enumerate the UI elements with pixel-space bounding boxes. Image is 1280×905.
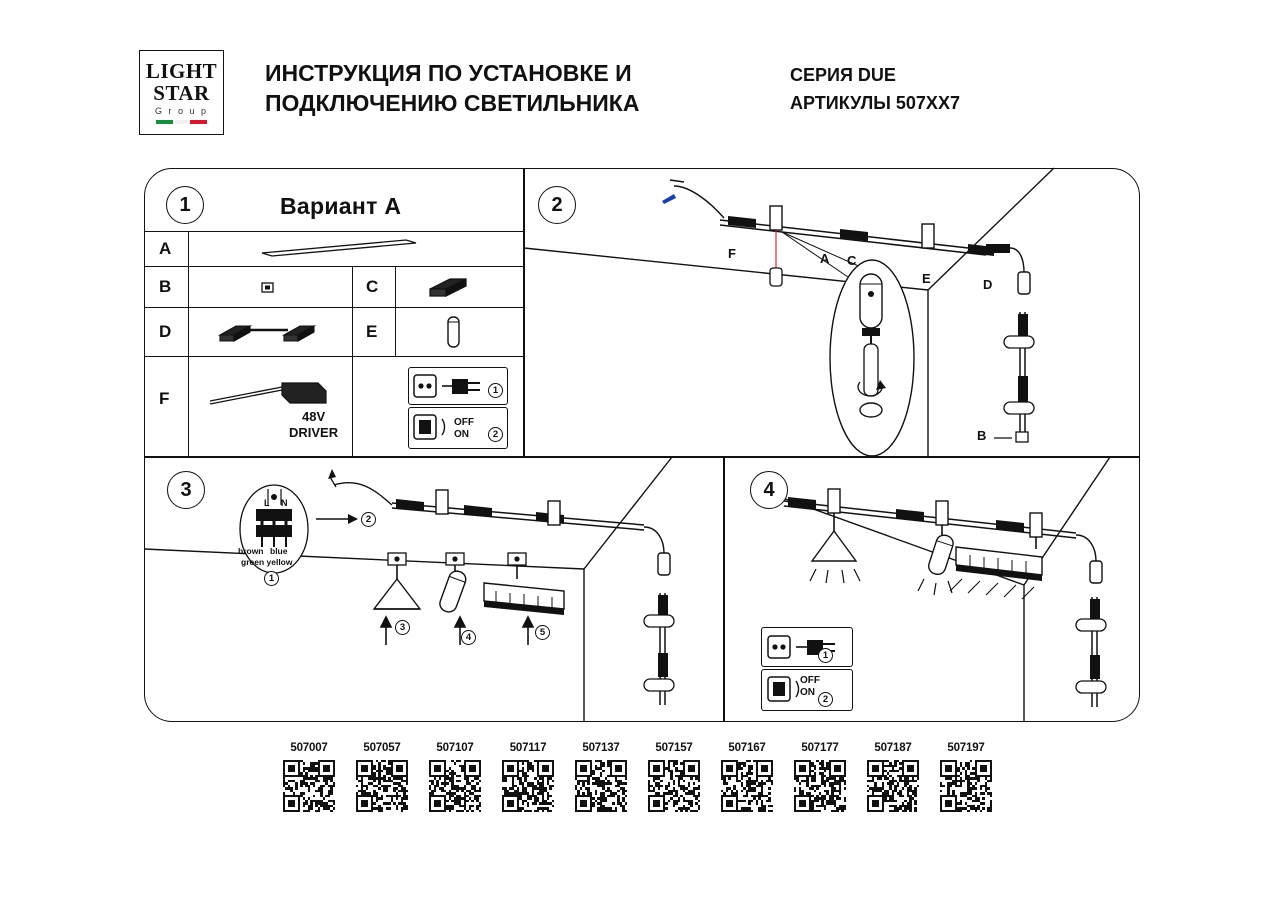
qr-code-row — [277, 742, 1007, 857]
articles-label: АРТИКУЛЫ 507ХХ7 — [790, 92, 960, 113]
badge-step3-3: 3 — [395, 620, 410, 635]
badge-step4-2: 2 — [818, 692, 833, 707]
qr-article-number: 507137 — [582, 742, 620, 754]
badge-step3-5: 5 — [535, 625, 550, 640]
part-icon-connector-b — [254, 277, 294, 299]
wire-greenyellow-label: green yellow — [241, 557, 293, 567]
badge-step3-4: 4 — [461, 630, 476, 645]
logo-line-2: STAR — [153, 81, 210, 105]
part-key-C: C — [366, 277, 379, 296]
part-key-F: F — [159, 389, 170, 408]
part-icon-coupler-d — [210, 317, 340, 347]
callout-F: F — [728, 246, 736, 261]
wire-blue-label: blue — [270, 546, 288, 556]
qr-code-image — [283, 760, 335, 812]
part-key-E: E — [366, 322, 378, 341]
qr-item — [350, 742, 414, 812]
qr-article-number: 507057 — [363, 742, 401, 754]
part-key-B: B — [159, 277, 172, 296]
qr-item — [642, 742, 706, 812]
qr-item — [934, 742, 998, 812]
parts-table — [144, 231, 524, 457]
step-badge-2: 2 — [538, 186, 576, 224]
step-badge-3: 3 — [167, 471, 205, 509]
terminal-l-label: L — [264, 498, 270, 508]
qr-item — [496, 742, 560, 812]
qr-code-image — [867, 760, 919, 812]
terminal-n-label: N — [281, 498, 288, 508]
part-icon-driver-f — [206, 373, 356, 415]
variant-title: Вариант A — [280, 193, 402, 219]
italy-flag-icon — [156, 120, 208, 124]
part-icon-track-rail — [254, 237, 424, 259]
step3-diagram — [144, 457, 724, 722]
badge-step3-2: 2 — [361, 512, 376, 527]
brand-logo — [139, 50, 224, 135]
badge-step4-1: 1 — [818, 648, 833, 663]
step-badge-1: 1 — [166, 186, 204, 224]
callout-D: D — [983, 277, 993, 292]
step2-diagram — [524, 168, 1140, 457]
qr-code-image — [794, 760, 846, 812]
badge-socket-1: 1 — [488, 383, 503, 398]
step4-switch-off-label: OFF — [800, 675, 820, 686]
series-label: СЕРИЯ DUE — [790, 65, 896, 85]
part-icon-spot-e — [434, 311, 476, 353]
qr-article-number: 507117 — [509, 742, 547, 754]
qr-article-number: 507167 — [728, 742, 766, 754]
callout-E: E — [922, 271, 931, 286]
qr-code-image — [356, 760, 408, 812]
part-icon-end-cap-c — [424, 273, 474, 299]
driver-label-name: DRIVER — [289, 425, 339, 440]
switch-off-label: OFF — [454, 417, 474, 428]
qr-item — [788, 742, 852, 812]
wire-brown-label: brown — [238, 546, 264, 556]
qr-item — [715, 742, 779, 812]
qr-article-number: 507197 — [947, 742, 985, 754]
badge-step3-1: 1 — [264, 571, 279, 586]
qr-item — [423, 742, 487, 812]
qr-article-number: 507107 — [436, 742, 474, 754]
callout-A: A — [820, 251, 830, 266]
badge-switch-2: 2 — [488, 427, 503, 442]
part-key-D: D — [159, 322, 172, 341]
step4-switch-on-label: ON — [800, 687, 815, 698]
qr-article-number: 507177 — [801, 742, 839, 754]
callout-C: C — [847, 253, 857, 268]
qr-code-image — [721, 760, 773, 812]
step-badge-4: 4 — [750, 471, 788, 509]
logo-line-1: LIGHT — [145, 59, 218, 83]
series-title — [790, 62, 1110, 118]
qr-article-number: 507007 — [290, 742, 328, 754]
qr-code-image — [940, 760, 992, 812]
qr-code-image — [575, 760, 627, 812]
qr-item — [861, 742, 925, 812]
qr-code-image — [502, 760, 554, 812]
logo-line-3: G r o u p — [154, 106, 208, 116]
qr-item — [277, 742, 341, 812]
qr-code-image — [429, 760, 481, 812]
qr-article-number: 507157 — [655, 742, 693, 754]
driver-label-voltage: 48V — [302, 409, 326, 424]
callout-B: B — [977, 428, 987, 443]
qr-item — [569, 742, 633, 812]
part-key-A: A — [159, 239, 172, 258]
qr-article-number: 507187 — [874, 742, 912, 754]
switch-on-label: ON — [454, 429, 469, 440]
page-title: ИНСТРУКЦИЯ ПО УСТАНОВКЕ И ПОДКЛЮЧЕНИЮ СВЕТИЛЬНИКА — [265, 60, 640, 117]
step4-power-icon — [761, 627, 853, 713]
qr-code-image — [648, 760, 700, 812]
